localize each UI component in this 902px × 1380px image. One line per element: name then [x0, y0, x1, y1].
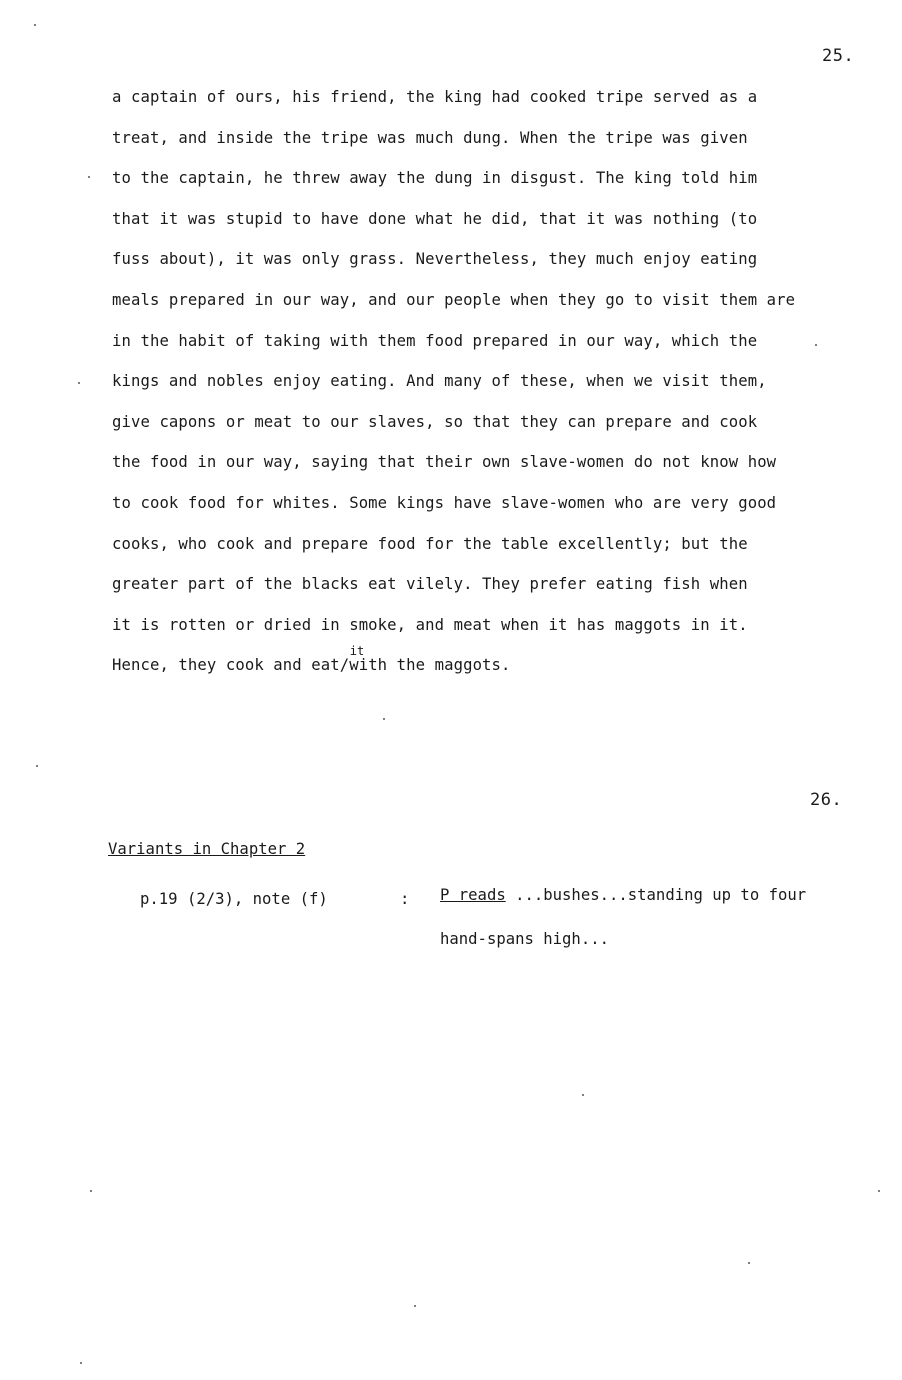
scan-speck [78, 382, 80, 384]
scan-speck [878, 1190, 880, 1192]
insertion-mark [339, 644, 365, 678]
scan-speck [582, 1094, 584, 1096]
paragraph-line-15 [112, 644, 842, 693]
variant-separator: : [400, 890, 410, 908]
paragraph-line-4: that it was stupid to have done what he did, that it was nothing (to [112, 209, 758, 228]
paragraph-line-12: cooks, who cook and prepare food for the table excellently; but the [112, 534, 748, 553]
paragraph-line-8: kings and nobles enjoy eating. And many of these, when we visit them, [112, 372, 767, 391]
scan-speck [815, 344, 817, 346]
variants-heading: Variants in Chapter 2 [108, 840, 306, 858]
last-line-end: with the maggots. [349, 656, 511, 675]
variant-reading: ...bushes...standing up to four [505, 886, 807, 904]
variant-reference: p.19 (2/3), note (f) [140, 890, 328, 908]
variant-text-line-1 [440, 882, 860, 926]
paragraph-line-3: to the captain, he threw away the dung in disgust. The king told him [112, 169, 758, 188]
paragraph-line-2: treat, and inside the tripe was much dung. When the tripe was given [112, 128, 748, 147]
scan-speck [90, 1190, 92, 1192]
paragraph-line-1: a captain of ours, his friend, the king had cooked tripe served as a [112, 88, 758, 106]
scan-speck [383, 718, 385, 720]
paragraph-line-5: fuss about), it was only grass. Nevertheless, they much enjoy eating [112, 250, 758, 269]
variant-text [440, 882, 860, 970]
scan-speck [36, 765, 38, 767]
paragraph-line-7: in the habit of taking with them food prepared in our way, which the [112, 331, 758, 350]
paragraph-line-13: greater part of the blacks eat vilely. They prefer eating fish when [112, 575, 748, 594]
paragraph-line-6: meals prepared in our way, and our people when they go to visit them are [112, 290, 796, 309]
variant-text-line-2: hand-spans high... [440, 930, 609, 948]
scan-speck [88, 176, 90, 178]
paragraph-body [112, 84, 842, 693]
paragraph-line-14: it is rotten or dried in smoke, and meat when it has maggots in it. [112, 615, 748, 634]
page-number-25: 25. [822, 46, 855, 66]
variant-reader: P reads [440, 886, 506, 904]
scan-speck [414, 1305, 416, 1307]
scan-speck [748, 1262, 750, 1264]
paragraph-line-10: the food in our way, saying that their own slave-women do not know how [112, 453, 777, 472]
handwritten-insertion: it [349, 644, 365, 659]
insertion-slash: / [339, 656, 350, 675]
scan-speck [80, 1362, 82, 1364]
paragraph-line-11: to cook food for whites. Some kings have slave-women who are very good [112, 493, 777, 512]
last-line-start: Hence, they cook and eat [112, 656, 340, 675]
scan-speck [34, 24, 36, 26]
page-number-26: 26. [810, 790, 843, 810]
paragraph-line-9: give capons or meat to our slaves, so that they can prepare and cook [112, 412, 758, 431]
